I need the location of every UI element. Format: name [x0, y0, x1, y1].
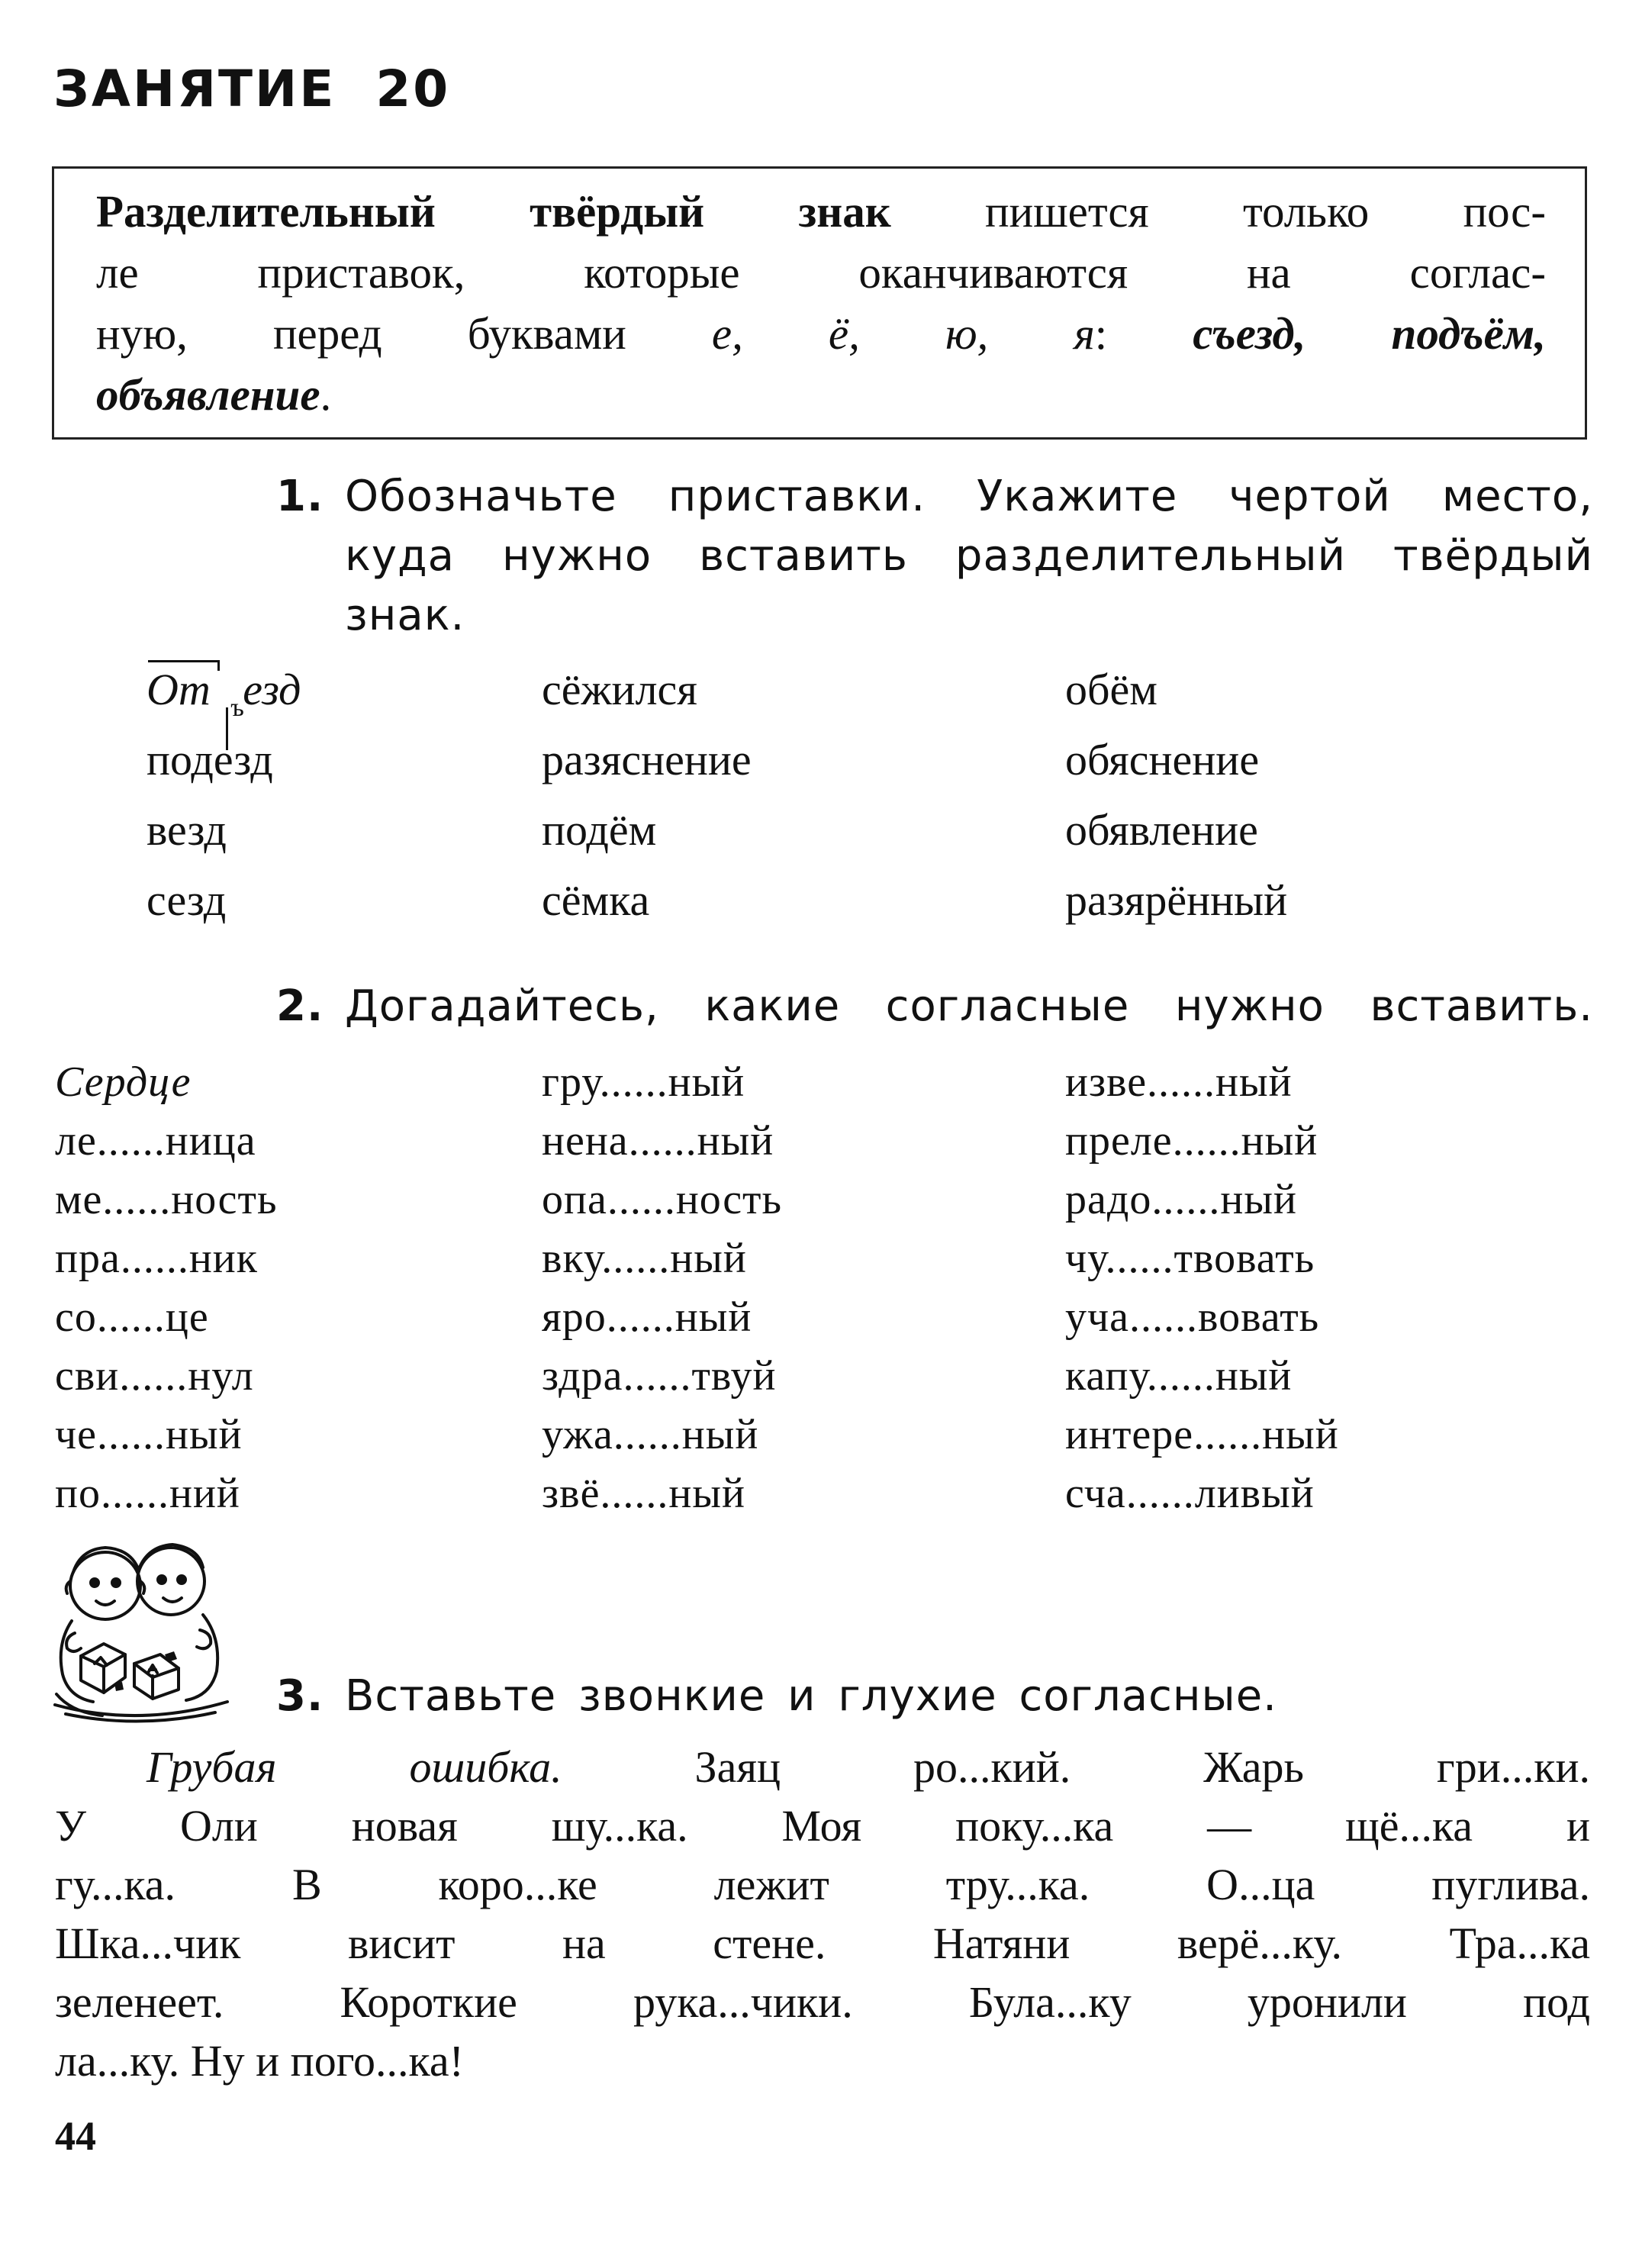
- task1-line-2: куда нужно вставить разделительный твёрдый: [345, 531, 1593, 581]
- task1-word: сёжился: [542, 665, 697, 714]
- task2-word: ле......ница: [55, 1117, 256, 1165]
- task3-paragraph-line-2: У Оли новая шу...ка. Моя поку...ка — щё...ка и: [55, 1801, 1590, 1851]
- task1-word: разярённый: [1065, 875, 1288, 925]
- task2-word: радо......ный: [1065, 1176, 1297, 1223]
- task2-word: по......ний: [55, 1470, 240, 1517]
- task2-text: Догадайтесь, какие согласные нужно вставить.: [345, 981, 1593, 1031]
- task3-paragraph-line-1: Грубая ошибка. Заяц ро...кий. Жарь гри...ки.: [146, 1742, 1590, 1792]
- task1-line-3: знак.: [345, 591, 465, 640]
- task3-text: Вставьте звонкие и глухие согласные.: [345, 1671, 1277, 1721]
- task2-word: яро......ный: [542, 1293, 752, 1341]
- task2-number: 2.: [276, 981, 324, 1031]
- task2-word: звё......ный: [542, 1470, 745, 1517]
- task1-heading: [276, 472, 324, 521]
- task3-title: Грубая ошибка.: [146, 1742, 562, 1792]
- task1-word: сезд: [146, 875, 227, 925]
- task2-word: нена......ный: [542, 1117, 774, 1165]
- task1-word: обём: [1065, 665, 1157, 714]
- task2-word: интере......ный: [1065, 1411, 1339, 1458]
- rule-line-1: Разделительный твёрдый знак пишется только пос-: [96, 186, 1546, 237]
- task2-word: че......ный: [55, 1411, 243, 1458]
- task2-word: пра......ник: [55, 1235, 258, 1282]
- task2-heading: [276, 981, 324, 1031]
- task1-word: разяснение: [542, 735, 752, 784]
- task3-paragraph-line-4: Шка...чик висит на стене. Натяни верё...ку. Тра...ка: [55, 1918, 1590, 1968]
- task2-word: преле......ный: [1065, 1117, 1318, 1165]
- task1-word: везд: [146, 805, 227, 855]
- task1-word: подезд: [146, 735, 273, 784]
- task2-word: вку......ный: [542, 1235, 747, 1282]
- task3-number: 3.: [276, 1671, 324, 1721]
- task3-paragraph-line-5: зеленеет. Короткие рука...чики. Була...ку уронили под: [55, 1977, 1590, 2027]
- task1-word: сёмка: [542, 875, 650, 925]
- task2-word: капу......ный: [1065, 1352, 1293, 1400]
- rule-box: [52, 166, 1587, 440]
- task1-line-1: Обозначьте приставки. Укажите чертой место,: [345, 472, 1593, 521]
- task1-number: 1.: [276, 472, 324, 521]
- two-kids-with-letters-icon: [50, 1542, 230, 1732]
- page-number: 44: [55, 2113, 96, 2159]
- task2-word: со......це: [55, 1293, 209, 1341]
- task2-word: здра......твуй: [542, 1352, 777, 1400]
- task1-word: обяснение: [1065, 735, 1260, 784]
- example-hard-sign: ъ: [230, 694, 244, 722]
- lesson-title: ЗАНЯТИЕ 20: [53, 60, 451, 118]
- task2-word: гру......ный: [542, 1058, 745, 1106]
- task2-word-example: Сердце: [55, 1058, 192, 1106]
- task3-paragraph-line-6: ла...ку. Ну и пого...ка!: [55, 2036, 464, 2086]
- task3-paragraph-line-3: гу...ка. В коро...ке лежит тру...ка. О...ца пуглива.: [55, 1860, 1590, 1909]
- task2-word: изве......ный: [1065, 1058, 1293, 1106]
- rule-line-4: объявление.: [96, 369, 332, 420]
- task2-word: опа......ность: [542, 1176, 783, 1223]
- rule-line-2: ле приставок, которые оканчиваются на соглас-: [96, 247, 1546, 298]
- task3-heading: [276, 1671, 324, 1721]
- rule-line-3: ную, перед буквами е, ё, ю, я: съезд, подъём,: [96, 308, 1546, 359]
- task2-word: ужа......ный: [542, 1411, 759, 1458]
- task2-word: сча......ливый: [1065, 1470, 1315, 1517]
- task2-word: уча......вовать: [1065, 1293, 1320, 1341]
- task2-word: чу......твовать: [1065, 1235, 1315, 1282]
- task1-word: подём: [542, 805, 657, 855]
- task2-word: ме......ность: [55, 1176, 278, 1223]
- task2-word: сви......нул: [55, 1352, 254, 1400]
- example-prefix: От: [146, 665, 211, 714]
- example-rest: езд: [243, 665, 301, 714]
- task1-example: [146, 664, 301, 722]
- task1-word: обявление: [1065, 805, 1258, 855]
